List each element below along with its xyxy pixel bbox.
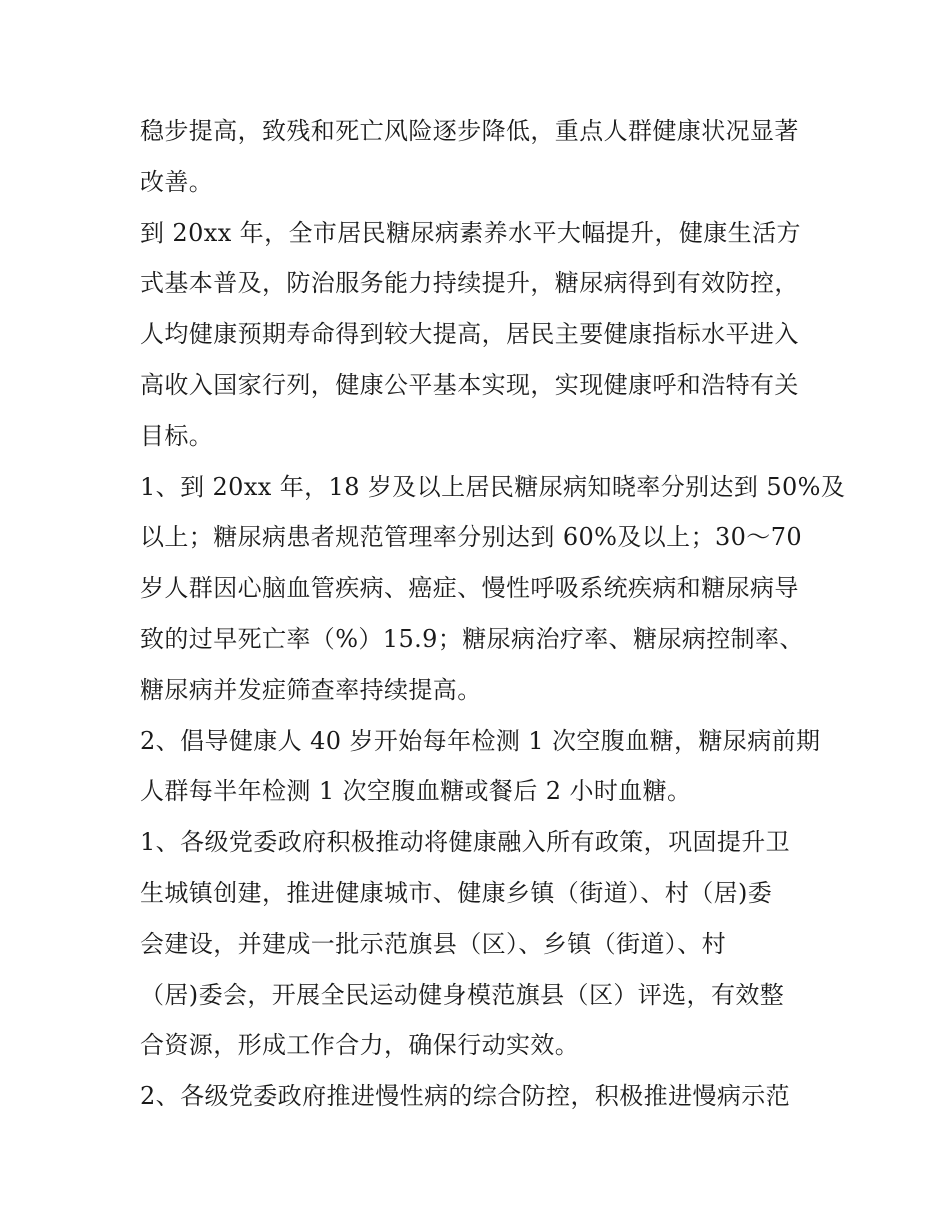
- text-line: 高收入国家行列，健康公平基本实现，实现健康呼和浩特有关: [140, 370, 799, 399]
- paragraph-item-1-targets: [140, 462, 846, 716]
- text-line: 目标。: [140, 421, 214, 450]
- text-line: 到 20xx 年，全市居民糖尿病素养水平大幅提升，健康生活方: [140, 218, 801, 247]
- text-line: 致的过早死亡率（%）15.9；糖尿病治疗率、糖尿病控制率、: [140, 624, 804, 653]
- text-line: 式基本普及，防治服务能力持续提升，糖尿病得到有效防控，: [140, 269, 799, 298]
- text-line: 人群每半年检测 1 次空腹血糖或餐后 2 小时血糖。: [140, 777, 692, 806]
- text-line: 合资源，形成工作合力，确保行动实效。: [140, 1031, 580, 1060]
- text-line: 稳步提高，致残和死亡风险逐步降低，重点人群健康状况显著: [140, 117, 799, 145]
- text-line: 改善。: [140, 167, 214, 196]
- text-line: 人均健康预期寿命得到较大提高，居民主要健康指标水平进入: [140, 320, 799, 349]
- paragraph-health-improvement: [140, 106, 820, 208]
- paragraph-item-2-prevention: [140, 1071, 820, 1122]
- text-line: 以上；糖尿病患者规范管理率分别达到 60%及以上；30～70: [140, 523, 803, 552]
- document-body: [140, 106, 846, 1122]
- text-line: 2、倡导健康人 40 岁开始每年检测 1 次空腹血糖，糖尿病前期: [140, 726, 821, 755]
- text-line: 会建设，并建成一批示范旗县（区）、乡镇（街道）、村: [140, 929, 726, 958]
- text-line: 糖尿病并发症筛查率持续提高。: [140, 675, 482, 704]
- text-line: 2、各级党委政府推进慢性病的综合防控，积极推进慢病示范: [140, 1082, 791, 1111]
- text-line: 1、到 20xx 年，18 岁及以上居民糖尿病知晓率分别达到 50%及: [140, 472, 846, 501]
- text-line: 生城镇创建，推进健康城市、健康乡镇（街道）、村（居)委: [140, 878, 773, 907]
- text-line: 岁人群因心脑血管疾病、癌症、慢性呼吸系统疾病和糖尿病导: [140, 574, 799, 603]
- text-line: （居)委会，开展全民运动健身模范旗县（区）评选，有效整: [140, 980, 785, 1009]
- paragraph-item-1-policy: [140, 817, 820, 1071]
- text-line: 1、各级党委政府积极推动将健康融入所有政策，巩固提升卫: [140, 828, 791, 857]
- paragraph-item-2-screening: [140, 716, 820, 818]
- paragraph-goal-20xx: [140, 208, 820, 462]
